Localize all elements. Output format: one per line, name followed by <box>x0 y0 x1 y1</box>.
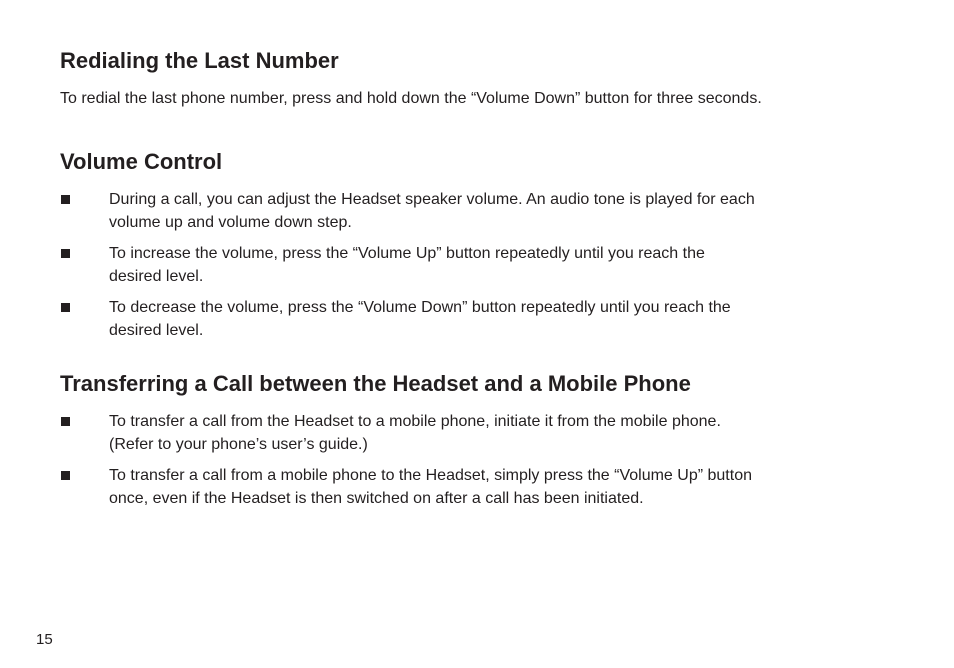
bullet-text: To decrease the volume, press the “Volume Down” button repeatedly until you reach the desired level. <box>109 299 731 339</box>
bullet-text: To transfer a call from a mobile phone to the Headset, simply press the “Volume Up” button once, even if the Headset is then switched on after a call has been initiated. <box>109 467 752 507</box>
bullet-text: During a call, you can adjust the Headset speaker volume. An audio tone is played for each volume up and volume down step. <box>109 191 755 231</box>
heading-redialing: Redialing the Last Number <box>60 48 339 73</box>
bullet-text: To transfer a call from the Headset to a mobile phone, initiate it from the mobile phone. (Refer to your phone’s user’s guide.) <box>109 413 721 453</box>
page-number: 15 <box>36 631 53 648</box>
bullet-square-icon <box>61 195 70 204</box>
redial-paragraph: To redial the last phone number, press and hold down the “Volume Down” button for three seconds. <box>60 90 762 107</box>
bullet-square-icon <box>61 471 70 480</box>
heading-volume-control: Volume Control <box>60 149 223 174</box>
bullet-square-icon <box>61 417 70 426</box>
heading-transferring-call: Transferring a Call between the Headset and a Mobile Phone <box>60 371 691 396</box>
bullet-square-icon <box>61 249 70 258</box>
bullet-square-icon <box>61 303 70 312</box>
bullet-text: To increase the volume, press the “Volume Up” button repeatedly until you reach the desired level. <box>109 245 705 285</box>
